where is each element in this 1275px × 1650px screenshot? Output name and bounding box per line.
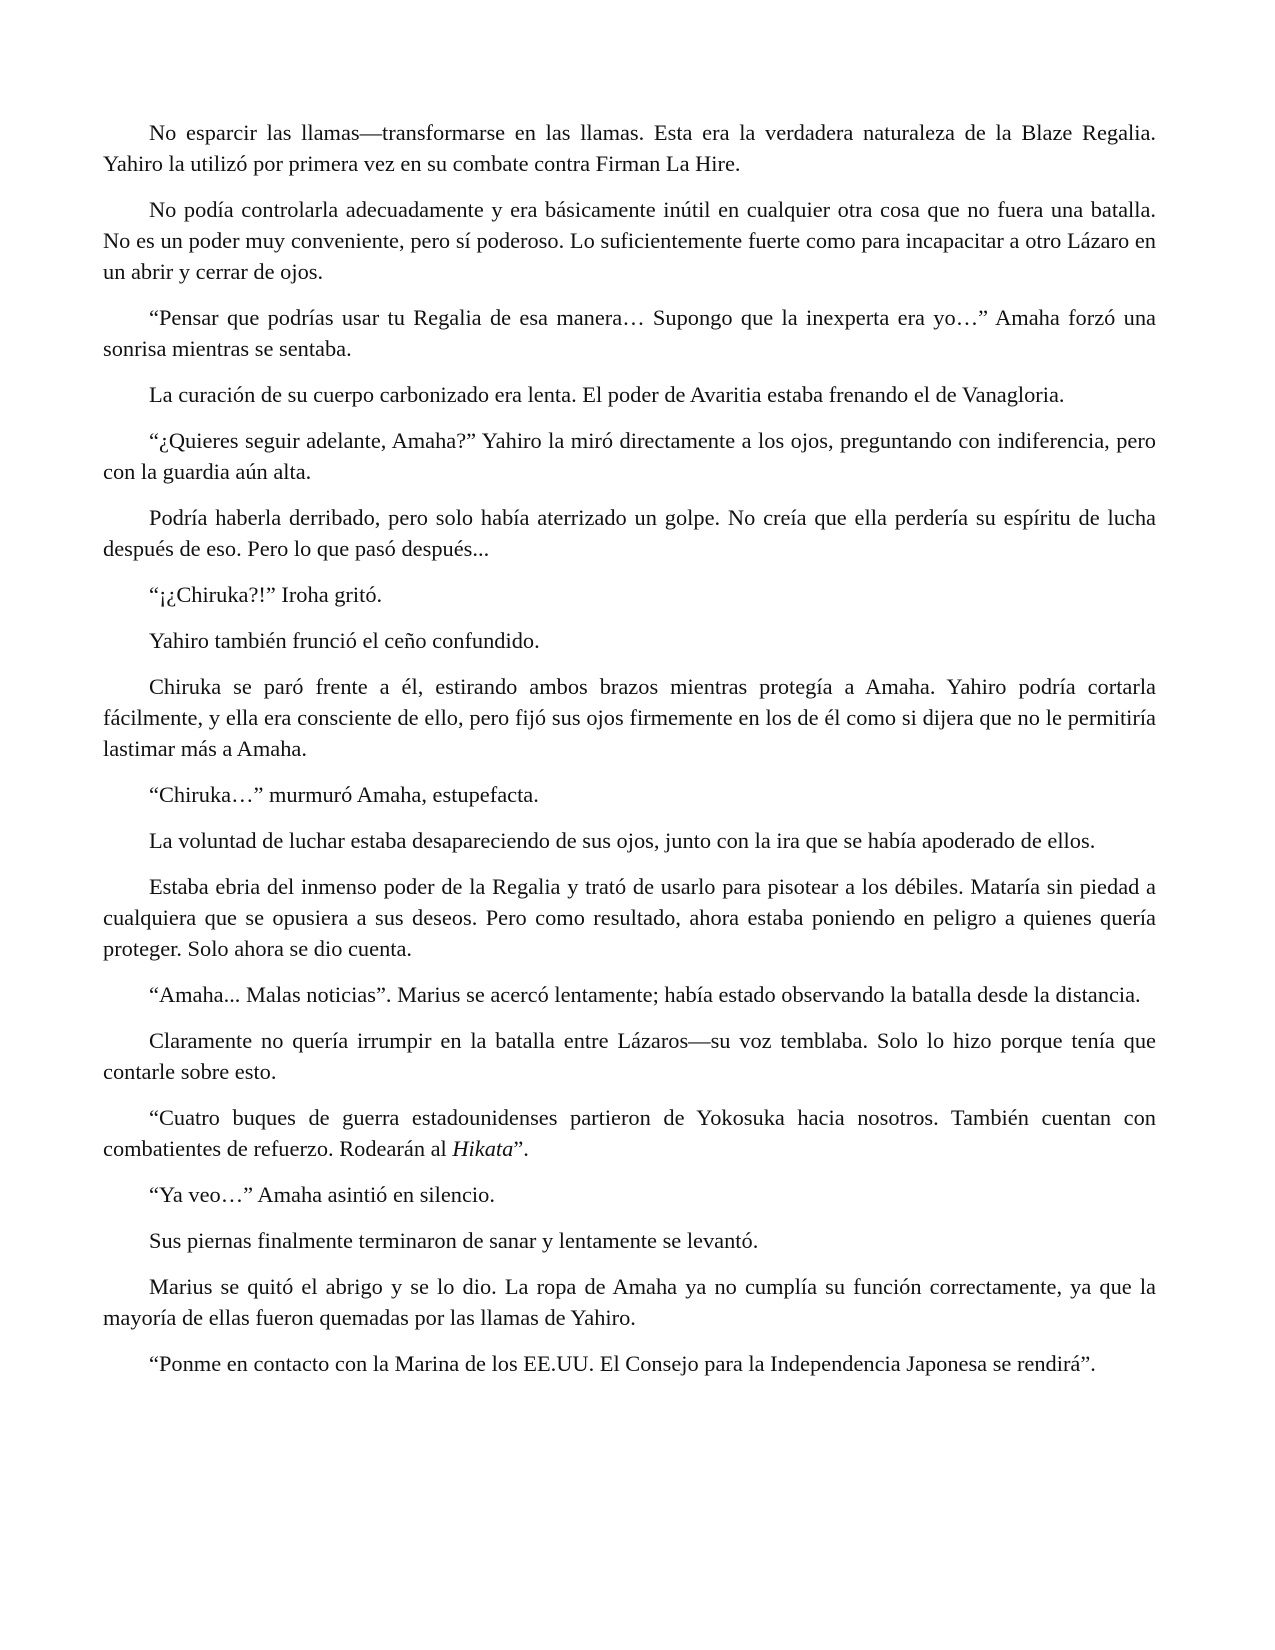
paragraph: Yahiro también frunció el ceño confundido.: [149, 628, 540, 653]
paragraph: No podía controlarla adecuadamente y era básicamente inútil en cualquier otra cosa que no fuera una batalla. No es un poder muy conveniente, pero sí poderoso. Lo suficientemente fuerte como para incapacitar a otro Lázaro en un abrir y cerrar de ojos.: [103, 197, 1156, 284]
paragraph-with-ship-name: [103, 1102, 1156, 1164]
paragraph: La voluntad de luchar estaba desapareciendo de sus ojos, junto con la ira que se había apoderado de ellos.: [149, 828, 1096, 853]
paragraph-text: “Cuatro buques de guerra estadounidenses partieron de Yokosuka hacia nosotros. También cuentan con combatientes de refuerzo. Rodearán al: [103, 1105, 1156, 1161]
paragraph: La curación de su cuerpo carbonizado era lenta. El poder de Avaritia estaba frenando el de Vanagloria.: [149, 382, 1065, 407]
paragraph: Marius se quitó el abrigo y se lo dio. La ropa de Amaha ya no cumplía su función correctamente, ya que la mayoría de ellas fueron quemadas por las llamas de Yahiro.: [103, 1274, 1156, 1330]
paragraph-text-end: ”.: [513, 1136, 529, 1161]
paragraph: Podría haberla derribado, pero solo había aterrizado un golpe. No creía que ella perdería su espíritu de lucha después de eso. Pero lo que pasó después...: [103, 505, 1156, 561]
paragraph: “Amaha... Malas noticias”. Marius se acercó lentamente; había estado observando la batalla desde la distancia.: [149, 982, 1141, 1007]
body-text: [103, 117, 1156, 1394]
paragraph: “Ponme en contacto con la Marina de los EE.UU. El Consejo para la Independencia Japonesa se rendirá”.: [149, 1351, 1096, 1376]
ship-name-italic: Hikata: [452, 1136, 514, 1161]
paragraph: No esparcir las llamas—transformarse en las llamas. Esta era la verdadera naturaleza de la Blaze Regalia. Yahiro la utilizó por primera vez en su combate contra Firman La Hire.: [103, 120, 1156, 176]
paragraph: Estaba ebria del inmenso poder de la Regalia y trató de usarlo para pisotear a los débiles. Mataría sin piedad a cualquiera que se opusiera a sus deseos. Pero como resultado, ahora estaba poniendo en peligro a quienes quería proteger. Solo ahora se dio cuenta.: [103, 874, 1156, 961]
paragraph: “Chiruka…” murmuró Amaha, estupefacta.: [149, 782, 539, 807]
paragraph: Chiruka se paró frente a él, estirando ambos brazos mientras protegía a Amaha. Yahiro podría cortarla fácilmente, y ella era consciente de ello, pero fijó sus ojos firmemente en los de él como si dijera que no le permitiría lastimar más a Amaha.: [103, 674, 1156, 761]
paragraph: Sus piernas finalmente terminaron de sanar y lentamente se levantó.: [149, 1228, 759, 1253]
paragraph: “Ya veo…” Amaha asintió en silencio.: [149, 1182, 495, 1207]
paragraph: “¿Quieres seguir adelante, Amaha?” Yahiro la miró directamente a los ojos, preguntando con indiferencia, pero con la guardia aún alta.: [103, 428, 1156, 484]
paragraph: Claramente no quería irrumpir en la batalla entre Lázaros—su voz temblaba. Solo lo hizo porque tenía que contarle sobre esto.: [103, 1028, 1156, 1084]
paragraph: “Pensar que podrías usar tu Regalia de esa manera… Supongo que la inexperta era yo…” Amaha forzó una sonrisa mientras se sentaba.: [103, 305, 1156, 361]
paragraph: “¡¿Chiruka?!” Iroha gritó.: [149, 582, 383, 607]
